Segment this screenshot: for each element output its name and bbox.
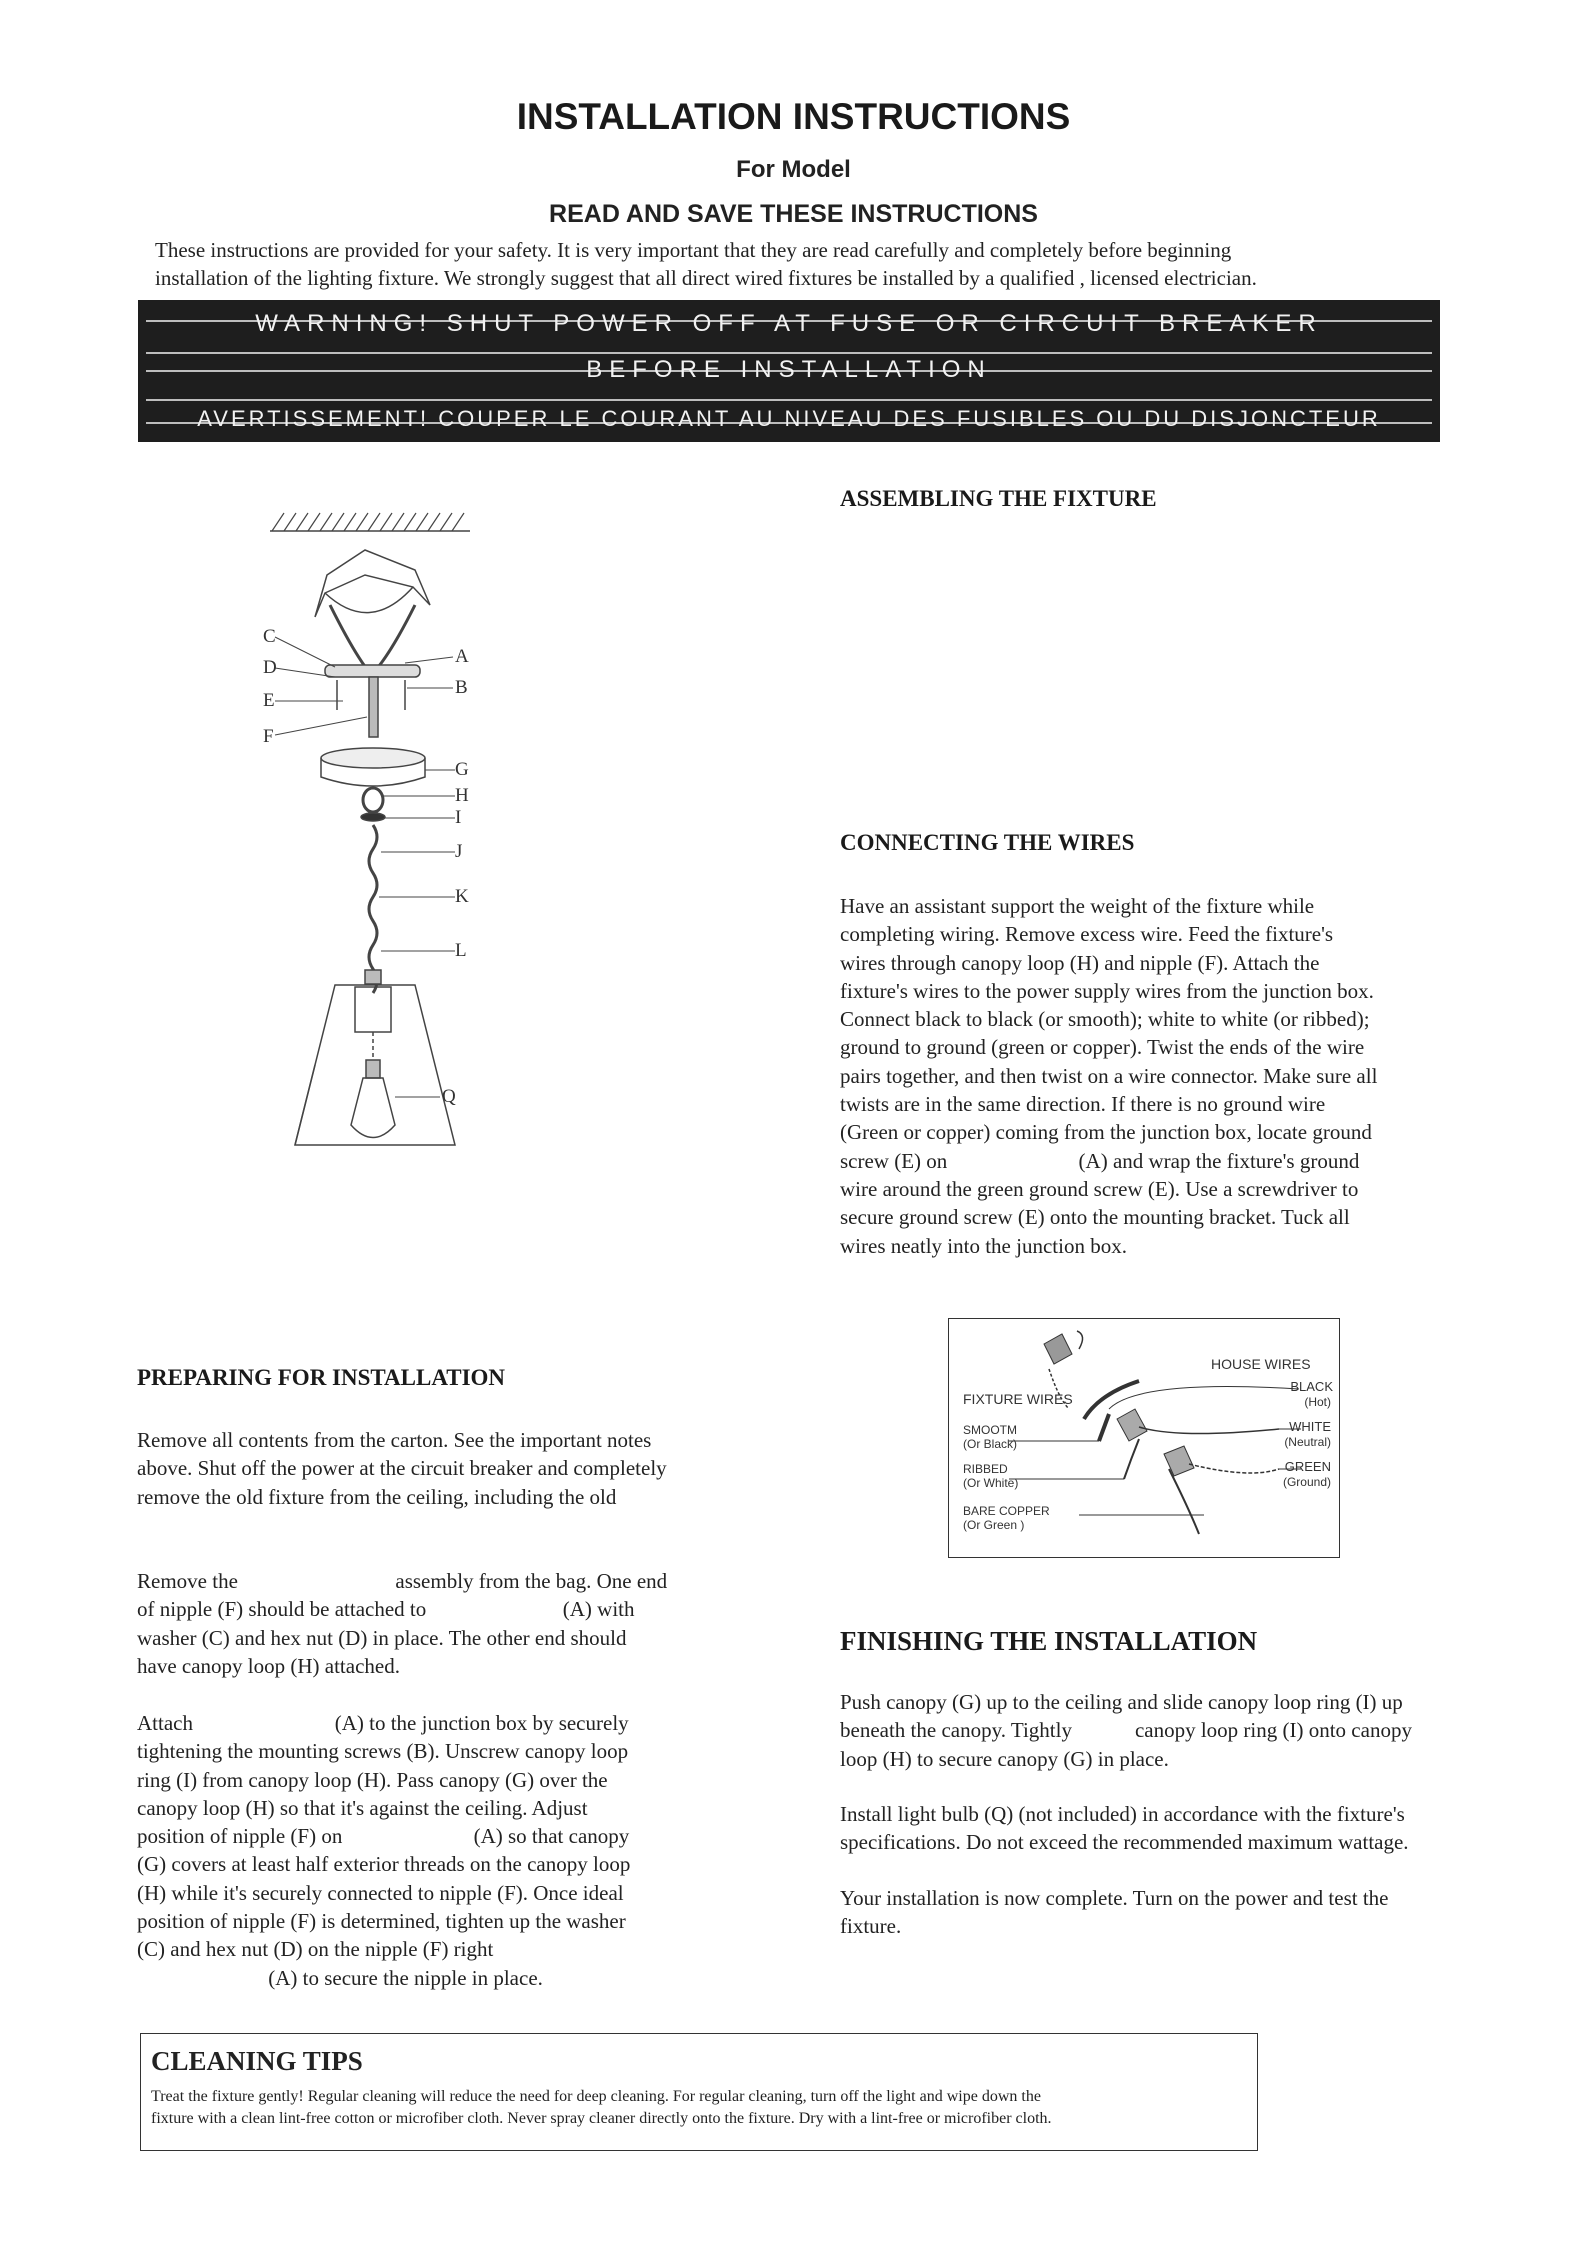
or-black-label: (Or Black) [963, 1437, 1017, 1451]
smooth-label: SMOOTM [963, 1423, 1017, 1437]
intro-line: These instructions are provided for your safety. It is very important that they are read carefully and completely before beginning [155, 238, 1232, 262]
finishing-heading: FINISHING THE INSTALLATION [840, 1626, 1258, 1656]
preparing-line: Remove the assembly from the bag. One end [137, 1569, 668, 1593]
page-subtitle: For Model [736, 156, 851, 183]
white-label: WHITE [1289, 1419, 1331, 1434]
diagram-label-i: I [455, 807, 462, 828]
assembling-heading: ASSEMBLING THE FIXTURE [840, 486, 1157, 511]
cleaning-heading: CLEANING TIPS [151, 2046, 363, 2076]
bare-copper-label: BARE COPPER [963, 1504, 1050, 1518]
cleaning-line: fixture with a clean lint-free cotton or microfiber cloth. Never spray cleaner directly onto the fixture. Dry with a lint-free or microfiber cloth. [151, 2110, 1052, 2127]
or-white-label: (Or White) [963, 1476, 1019, 1490]
finishing-line: beneath the canopy. Tightly canopy loop ring (I) onto canopy [840, 1718, 1412, 1743]
fixture-wires-label: FIXTURE WIRES [963, 1391, 1073, 1407]
wire-connection-diagram [948, 1318, 1340, 1558]
preparing-line: (H) while it's securely connected to nipple (F). Once ideal [137, 1880, 624, 1905]
intro-line: installation of the lighting fixture. We strongly suggest that all direct wired fixtures be installed by a qualified , licensed electrician. [155, 266, 1257, 290]
preparing-line: Remove all contents from the carton. See the important notes [137, 1428, 652, 1452]
read-save-heading: READ AND SAVE THESE INSTRUCTIONS [549, 200, 1038, 228]
page-title: INSTALLATION INSTRUCTIONS [516, 96, 1071, 137]
finishing-line: Your installation is now complete. Turn on the power and test the [840, 1886, 1389, 1910]
finishing-line: Install light bulb (Q) (not included) in accordance with the fixture's [840, 1802, 1405, 1826]
warning-line-3: AVERTISSEMENT! COUPER LE COURANT AU NIVEAU DES FUSIBLES OU DU DISJONCTEUR [197, 406, 1381, 431]
house-wires-label: HOUSE WIRES [1211, 1356, 1311, 1372]
preparing-line: above. Shut off the power at the circuit breaker and completely [137, 1456, 667, 1481]
neutral-label: (Neutral) [1284, 1435, 1331, 1449]
fixture-exploded-diagram [255, 505, 495, 1155]
preparing-line: (A) to secure the nipple in place. [137, 1965, 543, 1990]
connecting-line: wires through canopy loop (H) and nipple (F). Attach the [840, 950, 1320, 975]
preparing-line: of nipple (F) should be attached to (A) with [137, 1597, 635, 1622]
connecting-line: twists are in the same direction. If there is no ground wire [840, 1092, 1326, 1117]
diagram-label-k: K [455, 886, 469, 907]
green-label: GREEN [1284, 1459, 1331, 1474]
preparing-line: position of nipple (F) on (A) so that canopy [137, 1824, 630, 1849]
diagram-label-j: J [455, 841, 463, 862]
ground-label: (Ground) [1282, 1475, 1331, 1489]
preparing-line: canopy loop (H) so that it's against the ceiling. Adjust [137, 1795, 588, 1820]
preparing-line: ring (I) from canopy loop (H). Pass canopy (G) over the [137, 1767, 608, 1792]
hot-label: (Hot) [1304, 1395, 1331, 1409]
preparing-line: remove the old fixture from the ceiling, including the old [137, 1484, 617, 1509]
preparing-line: (C) and hex nut (D) on the nipple (F) right [137, 1937, 494, 1962]
warning-line-1: WARNING! SHUT POWER OFF AT FUSE OR CIRCUIT BREAKER [255, 310, 1323, 337]
connecting-line: fixture's wires to the power supply wires from the junction box. [840, 978, 1374, 1003]
preparing-line: (G) covers at least half exterior threads on the canopy loop [137, 1852, 631, 1877]
preparing-line: tightening the mounting screws (B). Unscrew canopy loop [137, 1739, 629, 1764]
preparing-line: have canopy loop (H) attached. [137, 1653, 400, 1678]
diagram-label-e: E [263, 690, 275, 711]
connecting-line: ground to ground (green or copper). Twist the ends of the wire [840, 1035, 1365, 1060]
intro-paragraph [155, 236, 1445, 292]
cleaning-line: Treat the fixture gently! Regular cleaning will reduce the need for deep cleaning. For regular cleaning, turn off the light and wipe down the [151, 2088, 1041, 2105]
connecting-heading: CONNECTING THE WIRES [840, 830, 1135, 855]
connecting-line: secure ground screw (E) onto the mounting bracket. Tuck all [840, 1205, 1350, 1230]
connecting-line: (Green or copper) coming from the junction box, locate ground [840, 1120, 1372, 1145]
diagram-label-g: G [455, 759, 469, 780]
connecting-line: pairs together, and then twist on a wire connector. Make sure all [840, 1063, 1378, 1088]
preparing-line: position of nipple (F) is determined, tighten up the washer [137, 1909, 626, 1934]
cleaning-text [151, 2086, 1052, 2130]
black-label: BLACK [1290, 1379, 1333, 1394]
diagram-label-d: D [263, 657, 277, 678]
diagram-label-a: A [455, 646, 469, 667]
finishing-line: Push canopy (G) up to the ceiling and slide canopy loop ring (I) up [840, 1690, 1403, 1714]
warning-line-2: BEFORE INSTALLATION [586, 356, 992, 383]
finishing-line: fixture. [840, 1914, 902, 1939]
diagram-label-c: C [263, 626, 276, 647]
preparing-heading: PREPARING FOR INSTALLATION [137, 1365, 506, 1390]
preparing-paragraph-2 [137, 1567, 667, 1680]
connecting-line: wire around the green ground screw (E). Use a screwdriver to [840, 1176, 1359, 1201]
preparing-paragraph-1 [137, 1426, 667, 1511]
connecting-paragraph [840, 892, 1377, 1260]
connecting-line: Connect black to black (or smooth); white to white (or ribbed); [840, 1007, 1370, 1032]
diagram-label-l: L [455, 940, 467, 961]
diagram-label-f: F [263, 726, 274, 747]
connecting-line: wires neatly into the junction box. [840, 1233, 1127, 1258]
cleaning-tips-box [140, 2033, 1258, 2151]
finishing-paragraph-1 [840, 1688, 1412, 1773]
connecting-line: screw (E) on (A) and wrap the fixture's ground [840, 1148, 1360, 1173]
finishing-line: specifications. Do not exceed the recommended maximum wattage. [840, 1830, 1409, 1855]
warning-banner [138, 300, 1440, 442]
diagram-label-q: Q [442, 1086, 456, 1107]
preparing-paragraph-3 [137, 1709, 630, 1992]
connecting-line: completing wiring. Remove excess wire. Feed the fixture's [840, 922, 1334, 947]
or-green-label: (Or Green ) [963, 1518, 1025, 1532]
finishing-paragraph-3 [840, 1884, 1389, 1941]
preparing-line: Attach (A) to the junction box by securely [137, 1711, 629, 1735]
ribbed-label: RIBBED [963, 1462, 1008, 1476]
finishing-paragraph-2 [840, 1800, 1409, 1857]
preparing-line: washer (C) and hex nut (D) in place. The other end should [137, 1625, 627, 1650]
diagram-label-h: H [455, 785, 469, 806]
finishing-line: loop (H) to secure canopy (G) in place. [840, 1746, 1169, 1771]
diagram-label-b: B [455, 677, 468, 698]
connecting-line: Have an assistant support the weight of the fixture while [840, 894, 1315, 918]
